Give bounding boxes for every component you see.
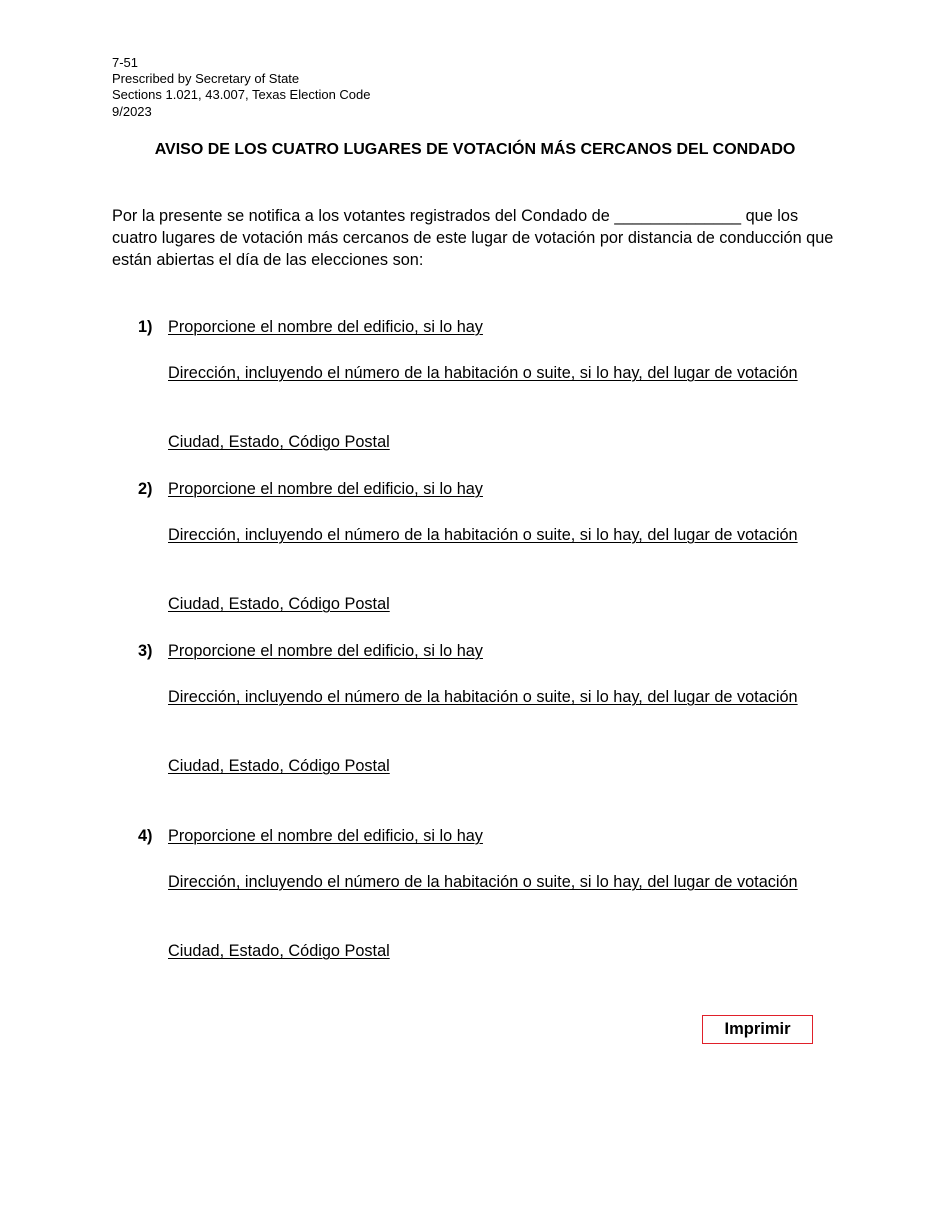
building-name-field[interactable]: Proporcione el nombre del edificio, si lo hay <box>168 642 483 660</box>
statute-sections: Sections 1.021, 43.007, Texas Election Code <box>112 87 371 103</box>
city-state-zip-field[interactable]: Ciudad, Estado, Código Postal <box>168 595 390 613</box>
prescribed-by: Prescribed by Secretary of State <box>112 71 300 87</box>
form-number: 7-51 <box>112 55 139 70</box>
print-button[interactable]: Imprimir <box>702 1015 813 1044</box>
city-state-zip-field[interactable]: Ciudad, Estado, Código Postal <box>168 942 390 960</box>
building-name-field[interactable]: Proporcione el nombre del edificio, si lo hay <box>168 480 483 498</box>
page-title: AVISO DE LOS CUATRO LUGARES DE VOTACIÓN MÁS CERCANOS DEL CONDADO <box>154 141 796 158</box>
intro-text-after: que los cuatro lugares de votación más cercanos de este lugar de votación por distancia de conducción que están abiertas el día de las elecciones son: <box>112 207 834 270</box>
location-number: 4) <box>138 827 153 845</box>
address-field[interactable]: Dirección, incluyendo el número de la habitación o suite, si lo hay, del lugar de votación <box>168 526 798 544</box>
location-number: 2) <box>138 480 153 498</box>
building-name-field[interactable]: Proporcione el nombre del edificio, si lo hay <box>168 827 483 845</box>
intro-paragraph <box>112 205 842 272</box>
location-number: 3) <box>138 642 153 660</box>
city-state-zip-field[interactable]: Ciudad, Estado, Código Postal <box>168 433 390 451</box>
address-field[interactable]: Dirección, incluyendo el número de la habitación o suite, si lo hay, del lugar de votación <box>168 873 798 891</box>
city-state-zip-field[interactable]: Ciudad, Estado, Código Postal <box>168 757 390 775</box>
address-field[interactable]: Dirección, incluyendo el número de la habitación o suite, si lo hay, del lugar de votación <box>168 688 798 706</box>
revision-date: 9/2023 <box>112 103 152 119</box>
address-field[interactable]: Dirección, incluyendo el número de la habitación o suite, si lo hay, del lugar de votación <box>168 364 798 382</box>
building-name-field[interactable]: Proporcione el nombre del edificio, si lo hay <box>168 318 483 336</box>
intro-text-before: Por la presente se notifica a los votantes registrados del Condado de <box>112 207 615 225</box>
county-blank-field[interactable]: ______________ <box>614 207 742 225</box>
form-header <box>112 55 371 120</box>
location-number: 1) <box>138 318 153 336</box>
